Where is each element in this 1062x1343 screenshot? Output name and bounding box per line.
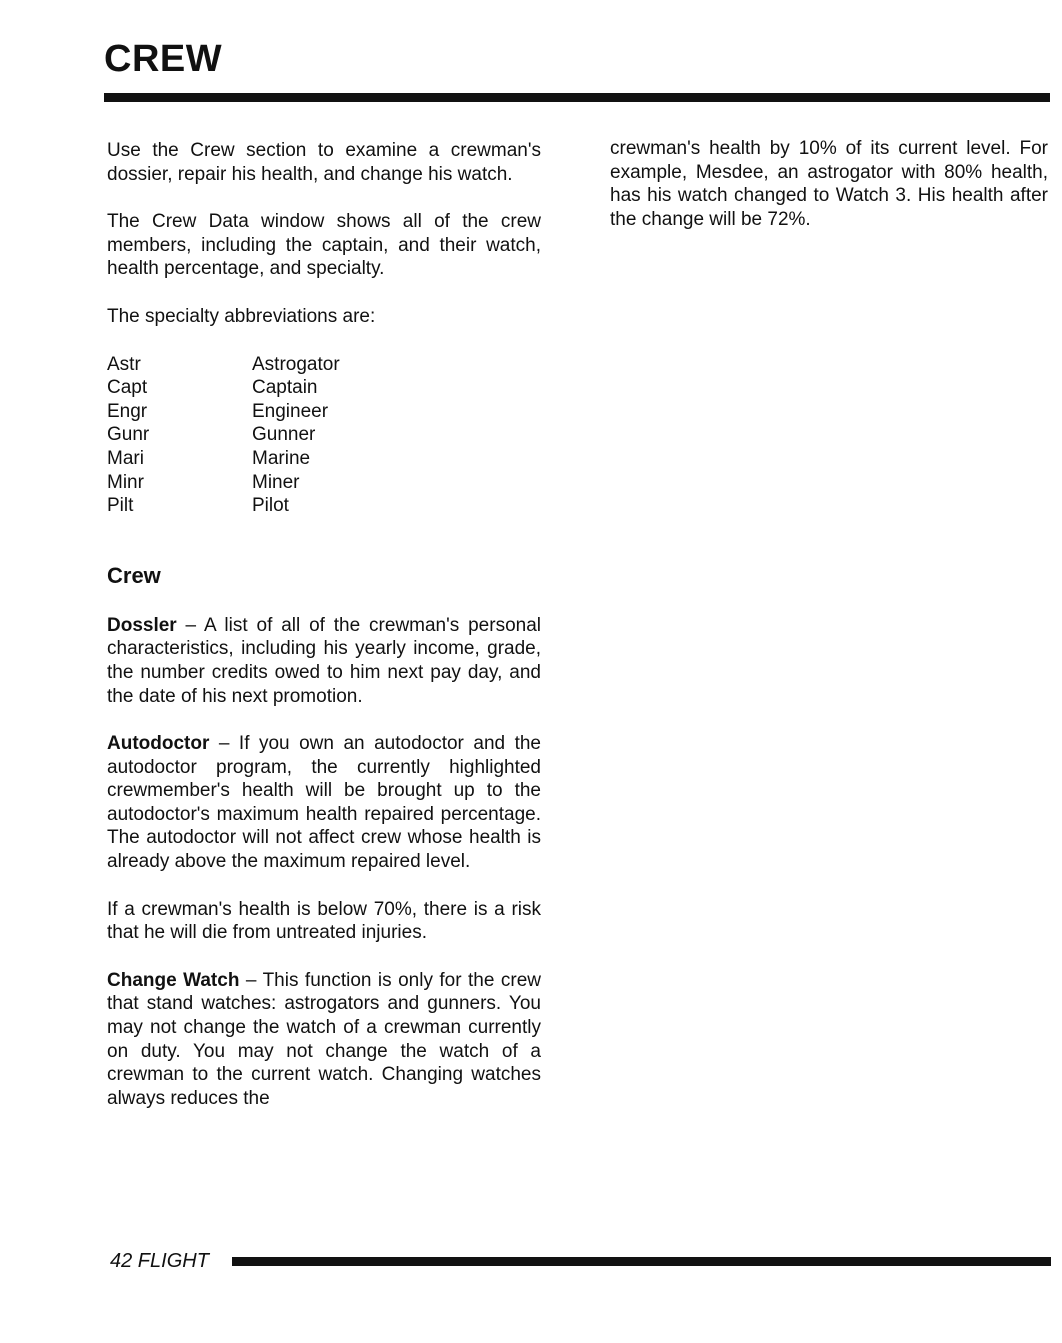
abbreviation-row xyxy=(107,376,340,400)
change-watch-term: Change Watch xyxy=(107,969,240,991)
abbreviation-meaning: Marine xyxy=(252,447,311,469)
abbreviation-meaning: Miner xyxy=(252,471,300,493)
dossier-paragraph xyxy=(107,614,541,708)
abbreviation-code: Pilt xyxy=(107,495,134,517)
change-watch-text: – This function is only for the crew that stand watches: astrogators and gunners. You may not change the watch of a crewman currently on duty. You may not change the watch of a crewman to the current watch. Changing watches always reduces the xyxy=(107,969,542,1109)
dossier-term: Dossler xyxy=(107,614,177,636)
abbreviation-meaning: Astrogator xyxy=(252,353,340,375)
intro-paragraph: The specialty abbreviations are: xyxy=(107,305,376,327)
health-risk-paragraph: If a crewman's health is below 70%, there is a risk that he will die from untreated injuries. xyxy=(107,898,541,944)
abbreviation-meaning: Captain xyxy=(252,377,318,399)
abbreviation-code: Engr xyxy=(107,400,148,422)
change-watch-continuation: crewman's health by 10% of its current level. For example, Mesdee, an astrogator with 80% health, has his watch changed to Watch 3. His health after the change will be 72%. xyxy=(610,138,1048,230)
title-rule xyxy=(104,93,1050,102)
abbreviation-meaning: Gunner xyxy=(252,424,316,446)
abbreviation-row xyxy=(107,447,340,471)
section-heading-crew: Crew xyxy=(107,562,161,588)
abbreviation-code: Gunr xyxy=(107,424,150,446)
intro-paragraph: The Crew Data window shows all of the crew members, including the captain, and their watch, health percentage, and specialty. xyxy=(107,211,541,280)
abbreviation-code: Capt xyxy=(107,377,148,399)
change-watch-paragraph xyxy=(107,969,541,1111)
intro-paragraph: Use the Crew section to examine a crewman's dossier, repair his health, and change his watch. xyxy=(107,140,541,185)
abbreviation-meaning: Engineer xyxy=(252,400,329,422)
footer-rule xyxy=(232,1257,1051,1266)
page-footer-label: 42 FLIGHT xyxy=(110,1250,209,1272)
autodoctor-text: – If you own an autodoctor and the autodoctor program, the currently highlighted crewmember's health will be brought up to the autodoctor's maximum health repaired percentage. The autodoctor will not affect crew whose health is already above the maximum repaired level. xyxy=(107,733,541,873)
page-title: CREW xyxy=(104,38,223,80)
abbreviation-code: Astr xyxy=(107,353,141,375)
abbreviation-row xyxy=(107,471,340,495)
abbreviation-row xyxy=(107,423,340,447)
abbreviation-row xyxy=(107,400,340,424)
abbreviation-code: Mari xyxy=(107,447,144,469)
abbreviation-meaning: Pilot xyxy=(252,495,289,517)
autodoctor-paragraph xyxy=(107,732,541,874)
autodoctor-term: Autodoctor xyxy=(107,733,210,755)
left-column xyxy=(107,139,541,1110)
abbreviation-table xyxy=(107,353,340,518)
abbreviation-code: Minr xyxy=(107,471,144,493)
abbreviation-row xyxy=(107,494,340,518)
right-column xyxy=(610,137,1048,231)
abbreviation-row xyxy=(107,353,340,377)
dossier-text: – A list of all of the crewman's personal characteristics, including his yearly income, grade, the number credits owed to him next pay day, and the date of his next promotion. xyxy=(107,614,541,707)
